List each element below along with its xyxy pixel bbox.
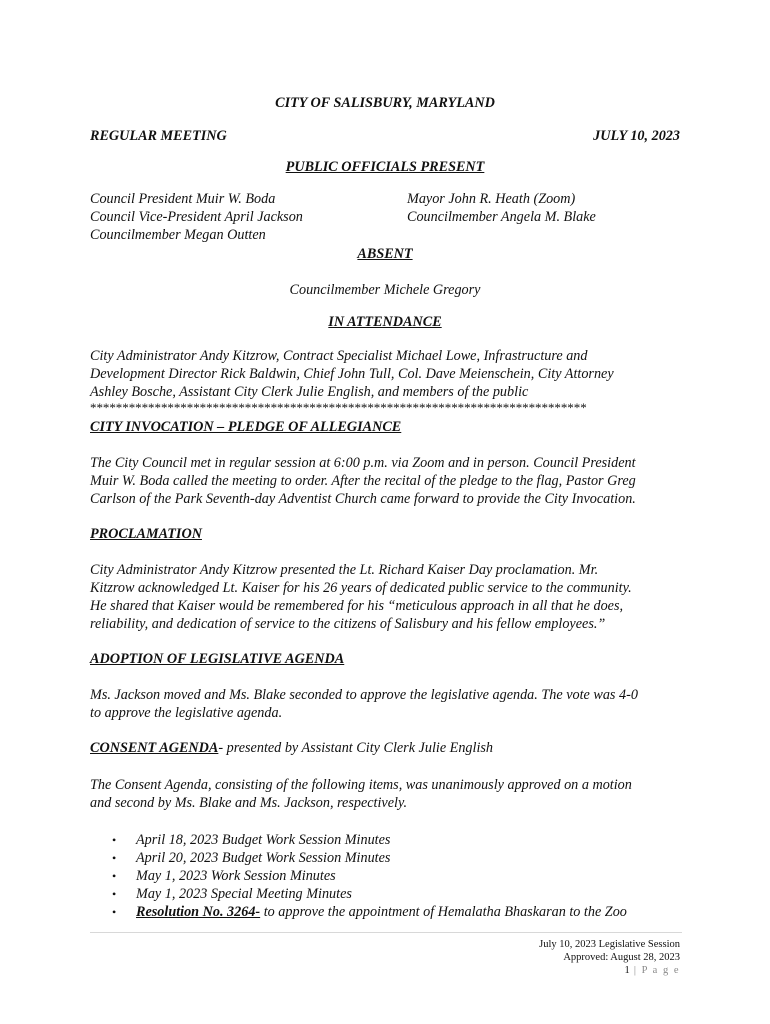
absent-heading: ABSENT xyxy=(357,246,413,262)
official-name: Council President Muir W. Boda xyxy=(90,191,276,207)
text-line: Development Director Rick Baldwin, Chief John Tull, Col. Dave Meienschein, City Attorney xyxy=(90,366,614,382)
text-line: and second by Ms. Blake and Ms. Jackson, respectively. xyxy=(90,795,408,811)
text-line: Carlson of the Park Seventh-day Adventist Church came forward to provide the City Invocation. xyxy=(90,491,636,507)
attendance-heading: IN ATTENDANCE xyxy=(328,314,442,330)
list-item: • April 18, 2023 Budget Work Session Minutes xyxy=(90,831,627,849)
list-item: • April 20, 2023 Budget Work Session Minutes xyxy=(90,849,627,867)
page-word: P a g e xyxy=(641,965,680,976)
text-line: Ashley Bosche, Assistant City Clerk Julie English, and members of the public xyxy=(90,384,529,400)
text-line: to approve the legislative agenda. xyxy=(90,705,283,721)
text-line: He shared that Kaiser would be remembered for his “meticulous approach in all that he does, xyxy=(90,598,624,614)
consent-items-list xyxy=(90,831,627,921)
page-number: 1 xyxy=(624,965,630,976)
footer-approved: Approved: August 28, 2023 xyxy=(563,952,680,963)
text-line: The Consent Agenda, consisting of the following items, was unanimously approved on a motion xyxy=(90,777,632,793)
footer-divider xyxy=(90,932,682,933)
list-item: • May 1, 2023 Work Session Minutes xyxy=(90,867,627,885)
text-line: The City Council met in regular session at 6:00 p.m. via Zoom and in person. Council President xyxy=(90,455,636,471)
resolution-label: Resolution No. 3264- xyxy=(136,904,261,920)
proclamation-heading: PROCLAMATION xyxy=(90,526,202,542)
list-item xyxy=(90,903,627,921)
text-line: reliability, and dedication of service to the citizens of Salisbury and his fellow employees.” xyxy=(90,616,606,632)
page-separator: | xyxy=(629,965,642,976)
consent-text xyxy=(90,776,690,812)
official-name: Councilmember Megan Outten xyxy=(90,227,266,243)
consent-heading-line xyxy=(90,739,493,757)
officials-heading: PUBLIC OFFICIALS PRESENT xyxy=(285,159,485,175)
invocation-text xyxy=(90,454,690,508)
official-name: Council Vice-President April Jackson xyxy=(90,209,303,225)
invocation-heading: CITY INVOCATION – PLEDGE OF ALLEGIANCE xyxy=(90,419,402,435)
absent-name: Councilmember Michele Gregory xyxy=(289,282,481,298)
attendance-text xyxy=(90,347,690,401)
text-line: Ms. Jackson moved and Ms. Blake seconded to approve the legislative agenda. The vote was 4-0 xyxy=(90,687,638,703)
proclamation-text xyxy=(90,561,690,633)
meeting-date: JULY 10, 2023 xyxy=(593,128,680,144)
footer-session: July 10, 2023 Legislative Session xyxy=(539,939,680,950)
agenda-text xyxy=(90,686,690,722)
text-line: Kitzrow acknowledged Lt. Kaiser for his 26 years of dedicated public service to the community. xyxy=(90,580,632,596)
official-name: Councilmember Angela M. Blake xyxy=(407,209,596,225)
meeting-type: REGULAR MEETING xyxy=(90,128,227,144)
consent-heading: CONSENT AGENDA xyxy=(90,740,219,756)
text-line: City Administrator Andy Kitzrow, Contract Specialist Michael Lowe, Infrastructure and xyxy=(90,348,588,364)
footer-page-number xyxy=(624,964,680,977)
text-line: Muir W. Boda called the meeting to order. After the recital of the pledge to the flag, Pastor Greg xyxy=(90,473,636,489)
list-item: • May 1, 2023 Special Meeting Minutes xyxy=(90,885,627,903)
official-name: Mayor John R. Heath (Zoom) xyxy=(407,191,576,207)
city-title: CITY OF SALISBURY, MARYLAND xyxy=(275,95,495,111)
text-line: City Administrator Andy Kitzrow presented the Lt. Richard Kaiser Day proclamation. Mr. xyxy=(90,562,599,578)
consent-presenter: - presented by Assistant City Clerk Julie English xyxy=(218,740,494,756)
asterisk-separator: ***************************************************************************** xyxy=(90,400,587,415)
resolution-text: to approve the appointment of Hemalatha Bhaskaran to the Zoo xyxy=(260,904,627,920)
agenda-heading: ADOPTION OF LEGISLATIVE AGENDA xyxy=(90,651,345,667)
